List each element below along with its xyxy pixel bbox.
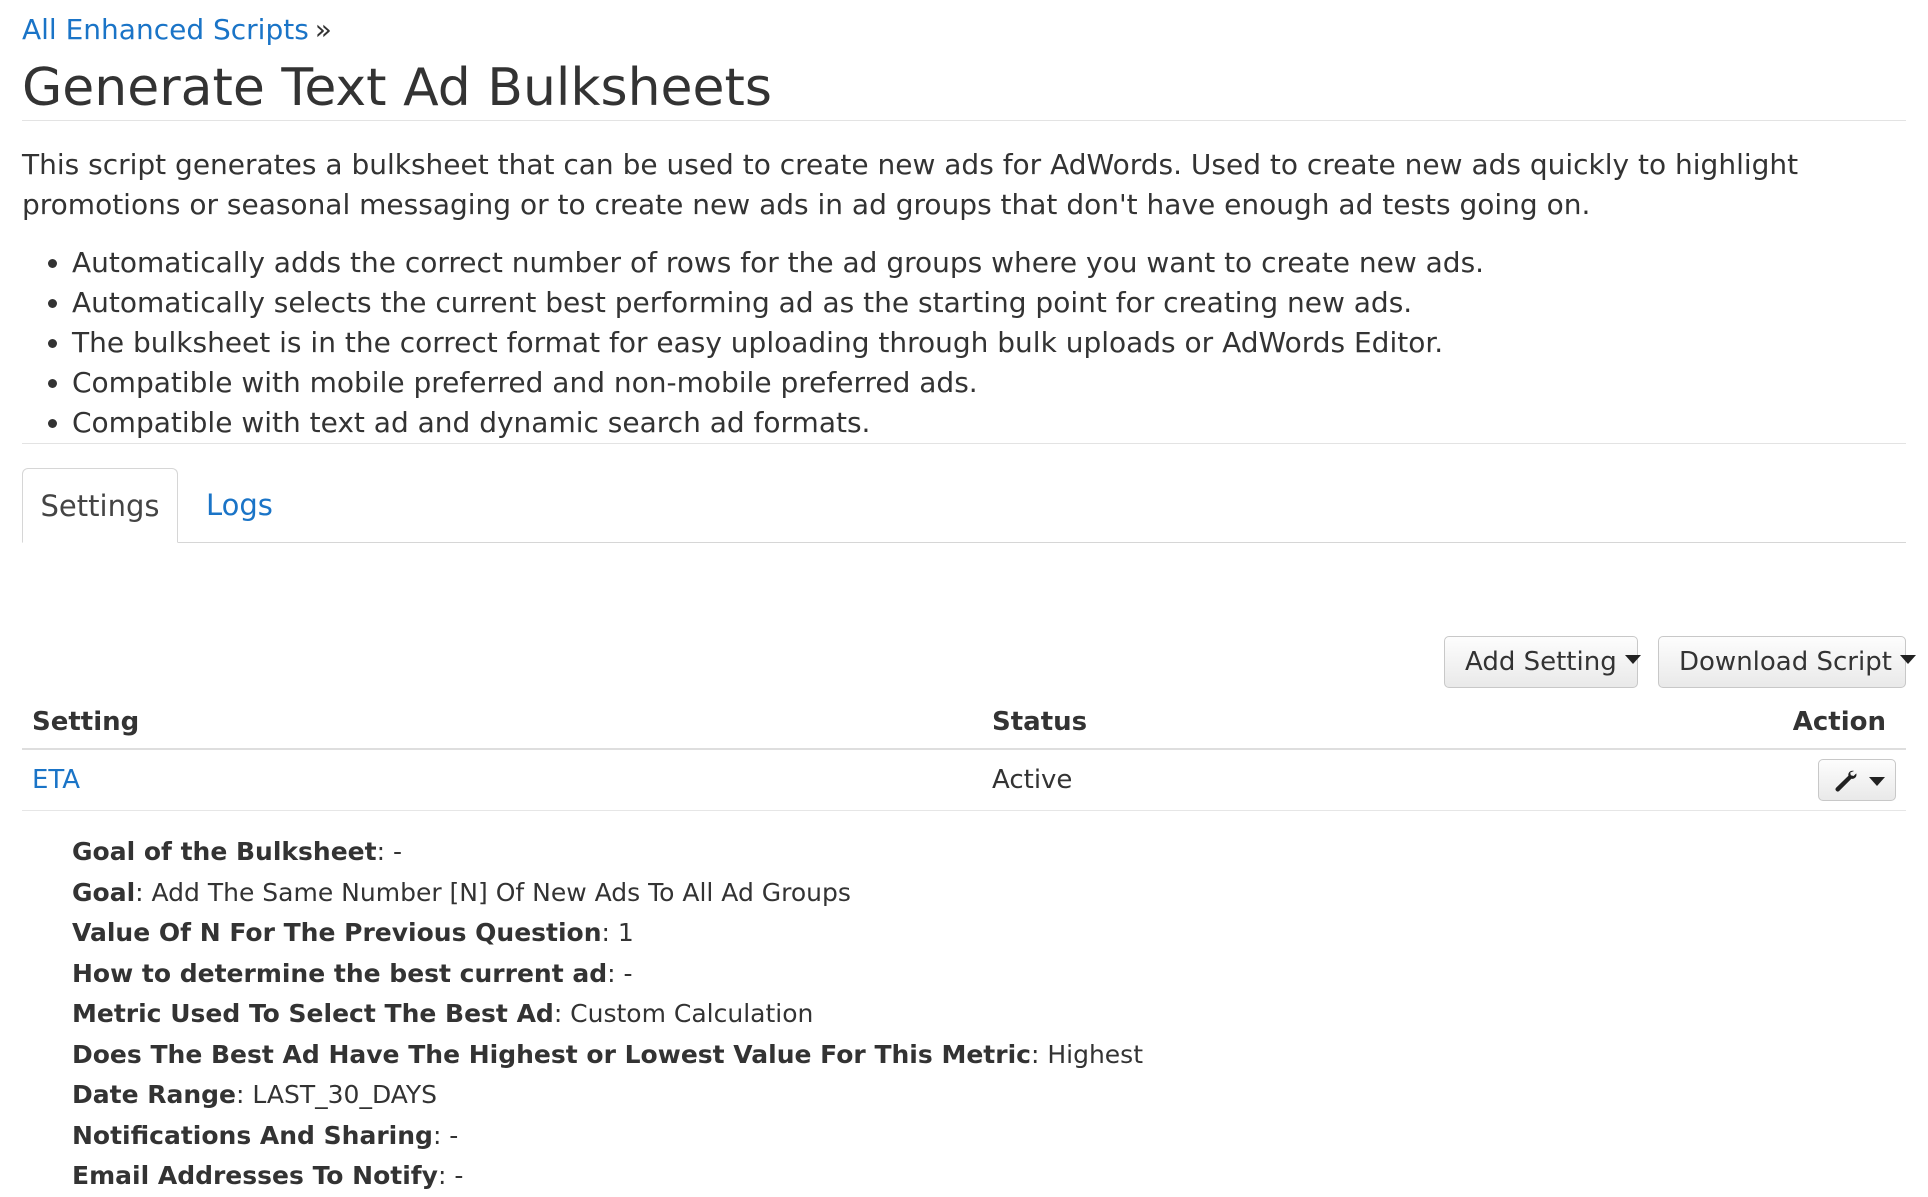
- detail-value: : -: [607, 958, 633, 988]
- detail-row: [72, 913, 1143, 954]
- feature-item: • Compatible with mobile preferred and non-mobile preferred ads.: [72, 363, 1906, 403]
- setting-details: [72, 832, 1143, 1197]
- breadcrumb: [22, 12, 1906, 48]
- add-setting-button[interactable]: [1444, 636, 1638, 688]
- download-script-label: Download Script: [1679, 647, 1892, 677]
- detail-label: Email Addresses To Notify: [72, 1161, 438, 1190]
- detail-label: Metric Used To Select The Best Ad: [72, 999, 554, 1028]
- detail-row: [72, 832, 1143, 873]
- feature-item: • Automatically selects the current best performing ad as the starting point for creating new ads.: [72, 283, 1906, 323]
- caret-down-icon: [1625, 655, 1641, 664]
- script-description: This script generates a bulksheet that can be used to create new ads for AdWords. Used to create new ads quickly to highlight promotions or seasonal messaging or to create new ads in ad groups that don't have enough ad tests going on.: [22, 148, 1799, 221]
- setting-link-eta[interactable]: ETA: [32, 765, 81, 795]
- detail-label: Goal: [72, 877, 136, 907]
- detail-row: [72, 873, 1143, 914]
- divider: [22, 120, 1906, 121]
- page: [22, 0, 1906, 1190]
- detail-value: : -: [437, 1161, 464, 1190]
- breadcrumb-link-all-enhanced-scripts[interactable]: All Enhanced Scripts: [22, 13, 309, 46]
- detail-value: : -: [376, 837, 402, 866]
- column-header-action: Action: [1702, 696, 1906, 749]
- toolbar: [1436, 636, 1906, 688]
- column-header-setting: Setting: [22, 696, 982, 749]
- tab-bar: [22, 468, 1906, 543]
- caret-down-icon: [1869, 777, 1885, 786]
- detail-value: : Custom Calculation: [553, 999, 814, 1028]
- detail-row: [72, 1075, 1143, 1116]
- setting-cell: [22, 749, 982, 811]
- status-cell: Active: [982, 749, 1702, 811]
- tab-settings[interactable]: Settings: [22, 468, 178, 543]
- tab-logs[interactable]: Logs: [206, 488, 273, 522]
- detail-label: Value Of N For The Previous Question: [72, 918, 602, 947]
- detail-row: [72, 954, 1143, 995]
- detail-label: Date Range: [72, 1080, 237, 1109]
- download-script-button[interactable]: [1658, 636, 1906, 688]
- detail-row: [72, 994, 1143, 1035]
- feature-list: [22, 243, 1906, 443]
- detail-value: : -: [432, 1120, 459, 1150]
- table-header-row: [22, 696, 1906, 749]
- detail-label: Goal of the Bulksheet: [72, 837, 377, 866]
- add-setting-label: Add Setting: [1465, 647, 1617, 677]
- detail-row: [72, 1156, 1143, 1197]
- detail-value: : Highest: [1030, 1039, 1144, 1069]
- detail-value: : LAST_30_DAYS: [236, 1080, 438, 1109]
- column-header-status: Status: [982, 696, 1702, 749]
- detail-value: : Add The Same Number [N] Of New Ads To All Ad Groups: [135, 877, 851, 907]
- detail-label: Notifications And Sharing: [72, 1120, 433, 1150]
- action-dropdown-button[interactable]: [1818, 759, 1896, 801]
- detail-value: : 1: [601, 918, 634, 947]
- wrench-icon: [1833, 769, 1859, 793]
- breadcrumb-separator: »: [314, 13, 332, 46]
- feature-item: • The bulksheet is in the correct format for easy uploading through bulk uploads or AdWords Editor.: [72, 323, 1906, 363]
- action-cell: [1702, 749, 1906, 811]
- detail-row: [72, 1116, 1143, 1157]
- feature-item: • Automatically adds the correct number of rows for the ad groups where you want to create new ads.: [72, 243, 1906, 283]
- caret-down-icon: [1900, 655, 1916, 664]
- feature-item: • Compatible with text ad and dynamic search ad formats.: [72, 403, 1906, 443]
- detail-label: Does The Best Ad Have The Highest or Lowest Value For This Metric: [72, 1039, 1031, 1069]
- divider: [22, 443, 1906, 444]
- table-row: [22, 749, 1906, 811]
- settings-table: [22, 696, 1906, 811]
- detail-row: [72, 1035, 1143, 1076]
- page-title: Generate Text Ad Bulksheets: [22, 58, 772, 118]
- detail-label: How to determine the best current ad: [72, 958, 608, 988]
